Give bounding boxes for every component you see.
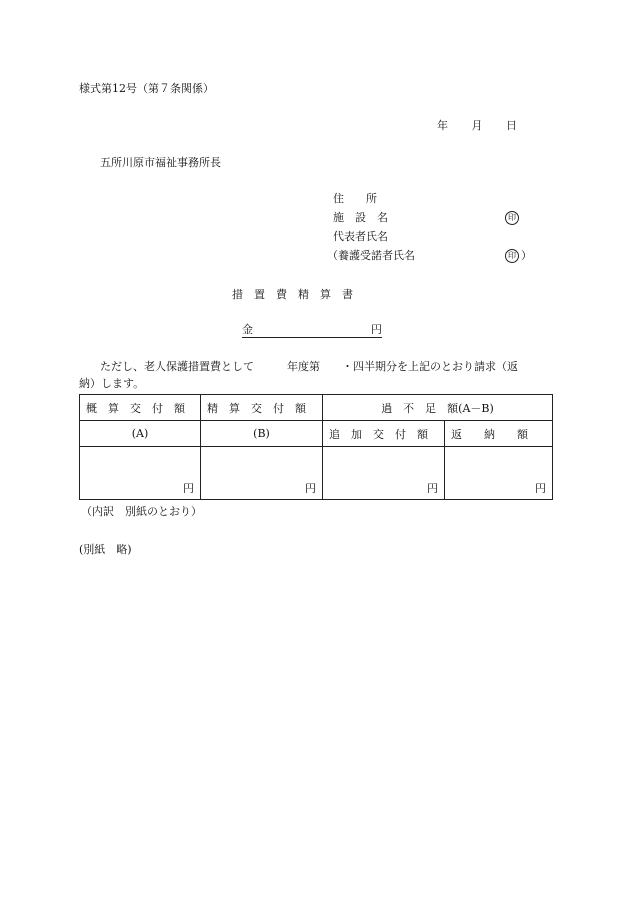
col3b-amount-cell <box>445 447 553 500</box>
facility-label: 施 設 名 <box>333 211 388 224</box>
col3a-amount-cell <box>323 447 445 500</box>
annex-note: (別紙 略) <box>79 543 132 556</box>
representative-label: 代表者氏名 <box>333 230 388 243</box>
date-month: 月 <box>471 119 483 132</box>
body-text-line2: 納）します。 <box>79 377 145 390</box>
amount-line <box>242 324 382 338</box>
guardian-label: （養護受諾者氏名 <box>327 249 415 262</box>
seal-icon: 印 <box>505 211 519 225</box>
breakdown-note: （内訳 別紙のとおり） <box>81 505 202 518</box>
addressee: 五所川原市福祉事務所長 <box>100 156 221 169</box>
col1-amount-cell <box>80 447 201 500</box>
guardian-close-paren: ） <box>521 249 532 262</box>
date-year: 年 <box>437 119 448 132</box>
date-line <box>437 120 517 131</box>
col3a-sub: 追 加 交 付 額 <box>323 421 445 447</box>
col2-unit: 円 <box>305 482 316 495</box>
amount-unit: 円 <box>371 323 382 336</box>
col3a-unit: 円 <box>427 482 438 495</box>
document-title: 措 置 費 精 算 書 <box>232 288 353 301</box>
col1-sub: (A) <box>80 421 201 447</box>
settlement-table <box>79 394 553 500</box>
form-number: 様式第12号（第７条関係） <box>79 82 214 95</box>
col1-unit: 円 <box>183 482 194 495</box>
col3b-unit: 円 <box>535 482 546 495</box>
seal-icon-guardian: 印 <box>505 249 519 263</box>
col3b-sub: 返 納 額 <box>445 421 553 447</box>
col1-header: 概 算 交 付 額 <box>80 395 201 421</box>
body-text-line1: ただし、老人保護措置費として 年度第 ・四半期分を上記のとおり請求（返 <box>100 360 518 373</box>
col2-amount-cell <box>201 447 323 500</box>
col2-sub: (B) <box>201 421 323 447</box>
address-label: 住 所 <box>333 192 377 205</box>
date-day: 日 <box>506 119 517 132</box>
col2-header: 精 算 交 付 額 <box>201 395 323 421</box>
col3-header: 過 不 足 額(A－B) <box>323 395 553 421</box>
amount-prefix: 金 <box>242 323 253 336</box>
